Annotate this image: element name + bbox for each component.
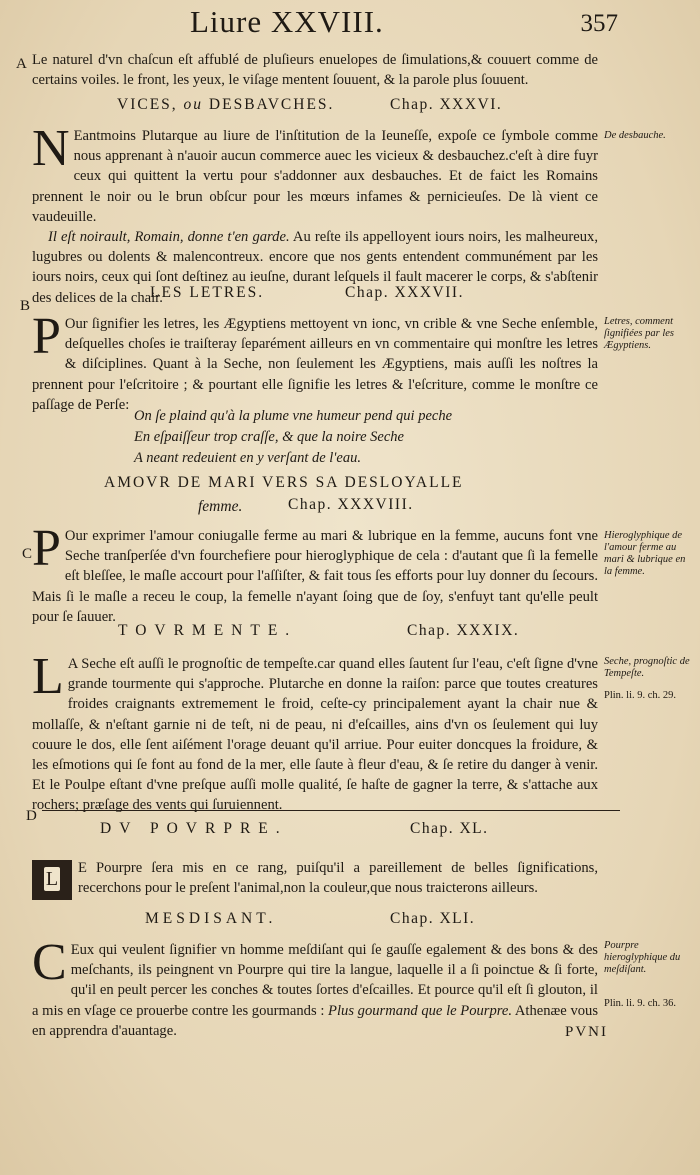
- ornamental-initial: L: [32, 860, 72, 900]
- chapter-37-number: Chap. XXXVII.: [345, 284, 464, 301]
- chapter-41-text: C Eux qui veulent ſignifier vn homme meſdiſant qui ſe gauſſe egalement & des bons & des meſchants, ils peingnent vn Pourpre qui tire la langue, laquelle il a ſi poinctue & ſi forte, qu'il en peult percer les conches & toutes ſortes d'eſcailles. Et pource qu'il eſt ſi glouton, il a mis en vſage ce prouerbe contre les gourmands : Plus gourmand que le Pourpre. Athenæe vous en apprendra d'auantage.: [32, 934, 599, 1039]
- chapter-37-text: P Our ſignifier les letres, les Ægyptiens mettoyent vn ionc, vn crible & vne Seche enſemble, deſquelles choſes ie traiſteray ſeparément ailleurs en vn commentaire qui monſtre les letres & diſciplines. Quant à la Seche, non ſeulement les Ægyptiens, mais auſſi les noſtres la prennent pour l'eſcritoire ; & pourtant elle ſignifie les letres & l'eſcriture, comme le monſtre ce paſſage de Perſe:: [32, 308, 598, 413]
- chapter-40-heading: [0, 820, 700, 844]
- side-note-39-ref: Plin. li. 9. ch. 29.: [604, 690, 677, 701]
- verse-quote: [134, 406, 594, 469]
- chapter-38-heading: [0, 474, 700, 518]
- chapter-39-number: Chap. XXXIX.: [407, 622, 520, 639]
- margin-letter-b: B: [20, 298, 31, 314]
- side-note-41: Pourpre hieroglyphique du meſdiſant.: [604, 940, 681, 975]
- chapter-39-title: TOVRMENTE.: [118, 622, 298, 639]
- chapter-36-number: Chap. XXXVI.: [390, 96, 503, 113]
- chapter-41-title: MESDISANT.: [145, 910, 277, 927]
- verse-line: En eſpaiſſeur trop craſſe, & que la noire Seche: [134, 429, 404, 445]
- dropcap: P: [32, 308, 61, 365]
- dropcap: C: [32, 934, 67, 991]
- chapter-38-text: P Our exprimer l'amour coniugalle ferme au mari & lubrique en la femme, aucuns font vne Seche tranſperſée d'vn fourchefiere pour hieroglyphique de cela : d'autant que ſi la femelle eſt bleſſee, le maſle accourt pour l'aſſiſter, & fait tous ſes efforts pour luy donner du ſecours. Mais ſi le maſle a receu le coup, la femelle n'ayant ſoing que de ſoy, s'enfuyt tant qu'elle peult pour ſe ſauuer.: [32, 520, 598, 625]
- margin-letter-c: C: [22, 546, 33, 562]
- chapter-38-number: Chap. XXXVIII.: [288, 496, 414, 513]
- dropcap: L: [32, 648, 64, 705]
- chapter-37-title: LES LETRES.: [150, 284, 265, 301]
- chapter-40-text: L E Pourpre ſera mis en ce rang, puiſqu'il a pareillement de belles ſignifications, recerchons pour le preſent l'animal,non la couleur,que nous traicterons ailleurs.: [32, 858, 598, 900]
- verse-line: On ſe plaind qu'à la plume vne humeur pend qui peche: [134, 408, 453, 424]
- side-note-41-ref: Plin. li. 9. ch. 36.: [604, 998, 677, 1009]
- verse-line: A neant redeuient en y verſant de l'eau.: [134, 450, 361, 466]
- chapter-40-number: Chap. XL.: [410, 820, 489, 837]
- chapter-36-heading: [0, 96, 700, 120]
- chapter-41-heading: [0, 910, 700, 934]
- chapter-39-heading: [0, 622, 700, 646]
- chapter-36-text: N Eantmoins Plutarque au liure de l'inſtitution de la Ieuneſſe, expoſe ce ſymbole comme nous apprenant à n'auoir aucun commerce auec les vicieux & desbauchez.c'eſt à dire fuyr ceux qui quittent la vertu pour s'addonner aux desbauches. Et de faict les Romains prennent le noir ou le brun obſcur pour les mœurs infames & pernicieuſes. De là vient ce vaudeuille. Il eſt noirault, Romain, donne t'en garde. Au reſte ils appelloyent iours noirs, les malheureux, lugubres ou dolents & malencontreux. encore que nos gents entendent communément par les iours noirs, ceux qui ſont deſtinez au ieuſne, durant leſquels il fault macerer le corps, & s'abſtenir des delices de la chair.: [32, 120, 599, 306]
- dropcap: P: [32, 520, 61, 577]
- chapter-40-title: DV POVRPRE.: [100, 820, 288, 837]
- margin-letter-a: A: [16, 56, 27, 72]
- chapter-38-subtitle: femme.: [198, 498, 243, 515]
- dropcap: N: [32, 120, 70, 177]
- catchword: PVNI: [564, 1024, 608, 1040]
- chapter-41-number: Chap. XLI.: [390, 910, 476, 927]
- running-title: Liure XXVIII.: [190, 4, 384, 39]
- chapter-38-title: AMOVR DE MARI VERS SA DESLOYALLE: [104, 474, 464, 491]
- chapter-39-text: L A Seche eſt auſſi le prognoſtic de tempeſte.car quand elles ſautent ſur l'eau, c'eſt ſigne d'vne grande tourmente qui s'approche. Plutarche en donne la raiſon: parce que toutes creatures froides craignants extremement le froid, ceſte-cy principalement ayant la chair nue & mollaſſe, & n'eſtant garnie ni de teſt, ni de peau, ni d'eſcailles, ains d'vn os ſeulement qui luy couure le dos, elle ſent aiſément l'orage deuant qu'il arriue. Pour euiter doncques la froidure, & les eſmotions qui ſe font au fond de la mer, elle ſaute à fleur d'eau, & ſe retire du danger à venir. Et le Poulpe eſtant d'vne preſque auſſi molle qualité, ſe haſte de gagner la terre, & s'attache aux rochers; præſage des vents qui ſuruiennent.: [32, 648, 598, 814]
- side-note-37: Letres, comment ſignifiées par les Ægyptiens.: [604, 316, 674, 351]
- chapter-37-heading: [0, 284, 700, 308]
- margin-letter-d: D: [26, 808, 37, 824]
- running-header: [0, 4, 700, 44]
- section-rule: [42, 810, 620, 811]
- side-note-39: Seche, prognoſtic de Tempeſte.: [604, 656, 690, 679]
- page-number: 357: [580, 10, 618, 37]
- side-note-38: Hieroglyphique de l'amour ferme au mari & lubrique en la femme.: [604, 530, 686, 577]
- side-note-36: De desbauche.: [604, 130, 666, 141]
- chapter-36-title: VICES, ou DESBAVCHES.: [117, 96, 335, 113]
- intro-paragraph: Le naturel d'vn chaſcun eſt affublé de pluſieurs enuelopes de ſimulations,& couuert comme de certains voiles. le front, les yeux, le viſage mentent ſouuent, & la parole plus ſouuent.: [32, 52, 598, 89]
